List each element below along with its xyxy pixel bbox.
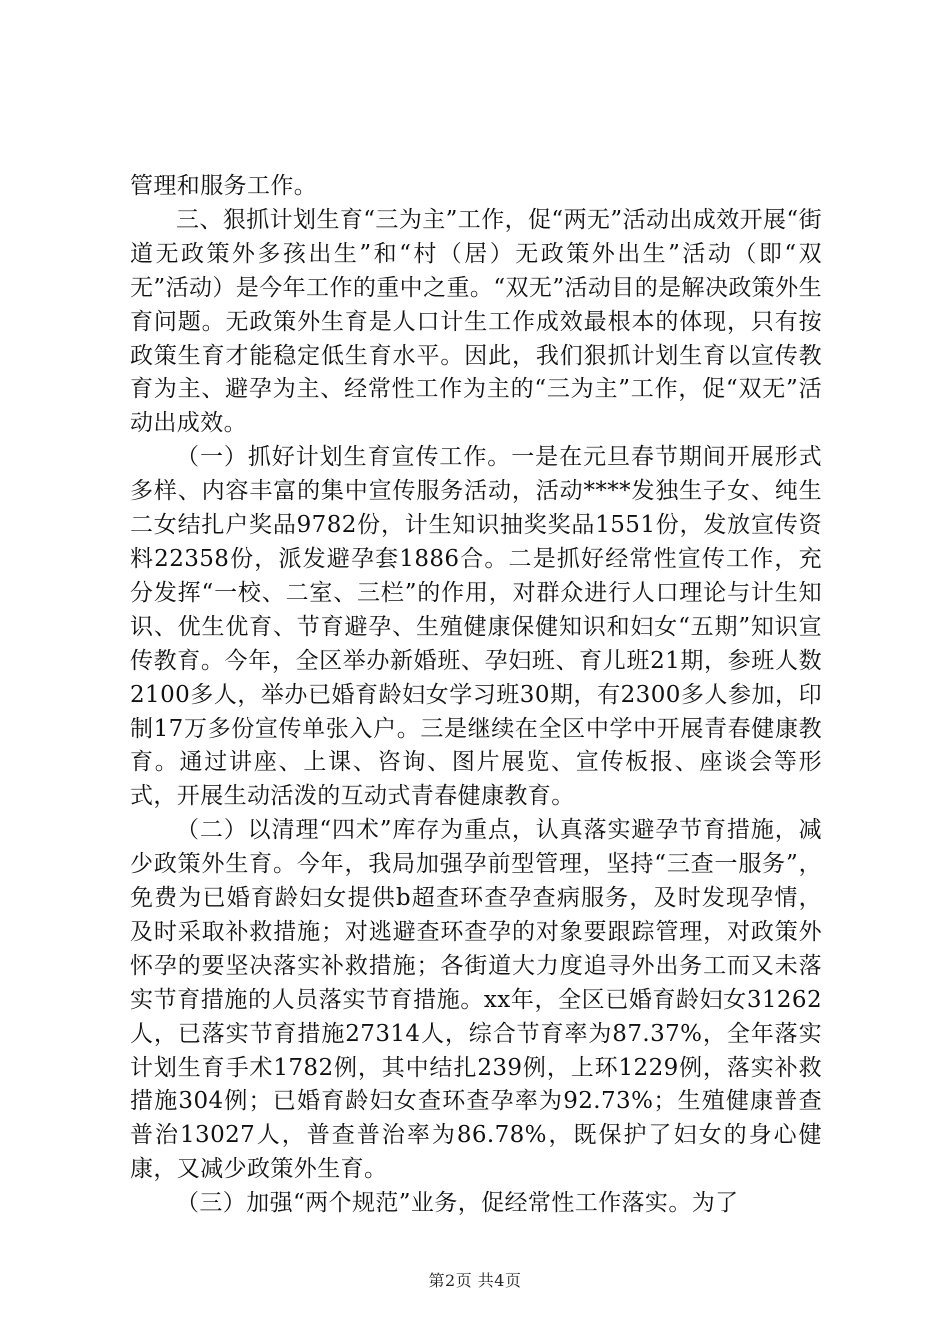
document-body [130, 170, 822, 1221]
paragraph-continuation: 管理和服务工作。 [130, 173, 318, 199]
paragraph-subsection-two: （二）以清理“四术”库存为重点，认真落实避孕节育措施，减少政策外生育。今年，我局加强孕前型管理，坚持“三查一服务”，免费为已婚育龄妇女提供b超查环查孕查病服务，及时发现孕情，及时采取补救措施；对逃避查环查孕的对象要跟踪管理，对政策外怀孕的要坚决落实补救措施；各街道大力度追寻外出务工而又未落实节育措施的人员落实节育措施。xx年，全区已婚育龄妇女31262人，已落实节育措施27314人，综合节育率为87.37%，全年落实计划生育手术1782例，其中结扎239例，上环1229例，落实补救措施304例；已婚育龄妇女查环查孕率为92.73%；生殖健康普查普治13027人，普查普治率为86.78%，既保护了妇女的身心健康，又减少政策外生育。 [130, 817, 822, 1183]
page-number-footer: 第2页 共4页 [428, 1271, 522, 1290]
paragraph-subsection-one: （一）抓好计划生育宣传工作。一是在元旦春节期间开展形式多样、内容丰富的集中宣传服务活动，活动****发独生子女、纯生二女结扎户奖品9782份，计生知识抽奖奖品1551份，发放宣传资料22358份，派发避孕套1886合。二是抓好经常性宣传工作，充分发挥“一校、二室、三栏”的作用，对群众进行人口理论与计生知识、优生优育、节育避孕、生殖健康保健知识和妇女“五期”知识宣传教育。今年，全区举办新婚班、孕妇班、育儿班21期，参班人数2100多人，举办已婚育龄妇女学习班30期，有2300多人参加，印制17万多份宣传单张入户。三是继续在全区中学中开展青春健康教育。通过讲座、上课、咨询、图片展览、宣传板报、座谈会等形式，开展生动活泼的互动式青春健康教育。 [130, 444, 822, 810]
paragraph-subsection-three: （三）加强“两个规范”业务，促经常性工作落实。为了 [176, 1190, 739, 1217]
paragraph-section-three: 三、狠抓计划生育“三为主”工作，促“两无”活动出成效开展“街道无政策外多孩出生”和“村（居）无政策外出生”活动（即“双无”活动）是今年工作的重中之重。“双无”活动目的是解决政策外生育问题。无政策外生育是人口计生工作成效最根本的体现，只有按政策生育才能稳定低生育水平。因此，我们狠抓计划生育以宣传教育为主、避孕为主、经常性工作为主的“三为主”工作，促“双无”活动出成效。 [130, 206, 822, 437]
